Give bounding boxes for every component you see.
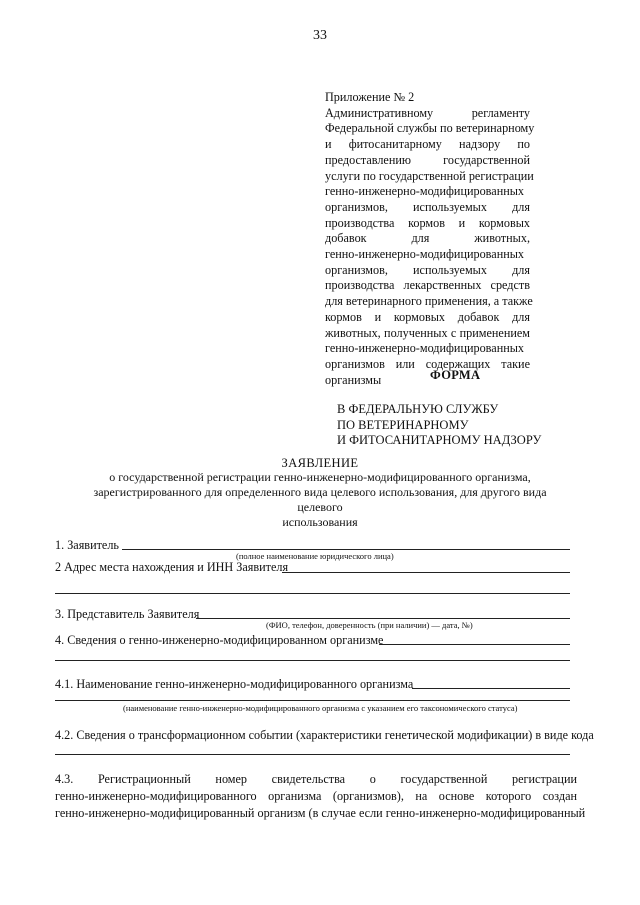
- address-label: 2 Адрес места нахождения и ИНН Заявителя: [55, 560, 289, 574]
- addressee-line: И ФИТОСАНИТАРНОМУ НАДЗОРУ: [337, 433, 542, 447]
- gmo-info-label: 4. Сведения о генно-инженерно-модифицированном организме: [55, 633, 384, 647]
- appendix-line: производства лекарственных средств: [325, 278, 530, 293]
- appendix-line: организмов, используемых для: [325, 199, 530, 214]
- appendix-line: генно-инженерно-модифицированных: [325, 247, 525, 262]
- representative-caption: (ФИО, телефон, доверенность (при наличии) — дата, №): [266, 620, 473, 630]
- appendix-line: Приложение № 2: [325, 90, 415, 104]
- appendix-line: добавок для животных,: [325, 231, 530, 246]
- gmo-name-field[interactable]: [412, 688, 570, 689]
- appendix-line: генно-инженерно-модифицированных: [325, 341, 525, 356]
- appendix-line: Административному регламенту: [325, 105, 530, 120]
- transformation-field[interactable]: [55, 754, 570, 755]
- applicant-field[interactable]: [122, 549, 570, 550]
- gmo-name-caption: (наименование генно-инженерно-модифицированного организма с указанием его таксономического статуса): [123, 703, 518, 713]
- representative-label: 3. Представитель Заявителя: [55, 607, 200, 621]
- appendix-line: генно-инженерно-модифицированных: [325, 184, 525, 199]
- address-field-line2[interactable]: [55, 593, 570, 594]
- document-subtitle: [70, 470, 570, 530]
- appendix-line: кормов и кормовых добавок для: [325, 309, 530, 324]
- document-title: ЗАЯВЛЕНИЕ: [281, 456, 359, 470]
- gmo-name-label: 4.1. Наименование генно-инженерно-модифицированного организма: [55, 677, 414, 691]
- section-4-3-line: генно-инженерно-модифицированный организм (в случае если генно-инженерно-модифицированный: [55, 806, 586, 820]
- transformation-label: 4.2. Сведения о трансформационном событии (характеристики генетической модификации) в виде кода: [55, 728, 594, 742]
- appendix-block: [325, 90, 535, 388]
- gmo-info-field-line2[interactable]: [55, 660, 570, 661]
- subtitle-line: использования: [282, 515, 358, 529]
- appendix-line: организмы: [325, 372, 382, 387]
- address-field[interactable]: [282, 572, 570, 573]
- appendix-line: предоставлению государственной: [325, 152, 530, 167]
- subtitle-line: зарегистрированного для определенного вида целевого использования, для другого вида целевого: [93, 485, 547, 514]
- appendix-line: Федеральной службы по ветеринарному: [325, 121, 535, 136]
- appendix-line: организмов, используемых для: [325, 262, 530, 277]
- section-4-3: [55, 771, 586, 822]
- subtitle-line: о государственной регистрации генно-инженерно-модифицированного организма,: [109, 470, 531, 484]
- appendix-line: и фитосанитарному надзору по: [325, 137, 530, 152]
- applicant-caption: (полное наименование юридического лица): [236, 551, 394, 561]
- appendix-line: производства кормов и кормовых: [325, 215, 530, 230]
- appendix-line: для ветеринарного применения, а также: [325, 294, 533, 309]
- form-label: ФОРМА: [430, 368, 481, 382]
- appendix-line: организмов или содержащих такие: [325, 356, 530, 371]
- representative-field[interactable]: [196, 618, 570, 619]
- section-4-3-line: 4.3. Регистрационный номер свидетельства о государственной регистрации: [55, 772, 577, 786]
- appendix-line: услуги по государственной регистрации: [325, 168, 534, 183]
- section-4-3-line: генно-инженерно-модифицированного организма (организмов), на основе которого создан: [55, 789, 577, 803]
- page-number: 33: [313, 28, 327, 43]
- applicant-label: 1. Заявитель: [55, 538, 119, 552]
- gmo-info-field[interactable]: [379, 644, 570, 645]
- addressee-line: ПО ВЕТЕРИНАРНОМУ: [337, 417, 469, 432]
- gmo-name-field-line2[interactable]: [55, 700, 570, 701]
- addressee-block: [337, 402, 541, 449]
- appendix-line: животных, полученных с применением: [325, 325, 530, 340]
- addressee-line: В ФЕДЕРАЛЬНУЮ СЛУЖБУ: [337, 402, 499, 416]
